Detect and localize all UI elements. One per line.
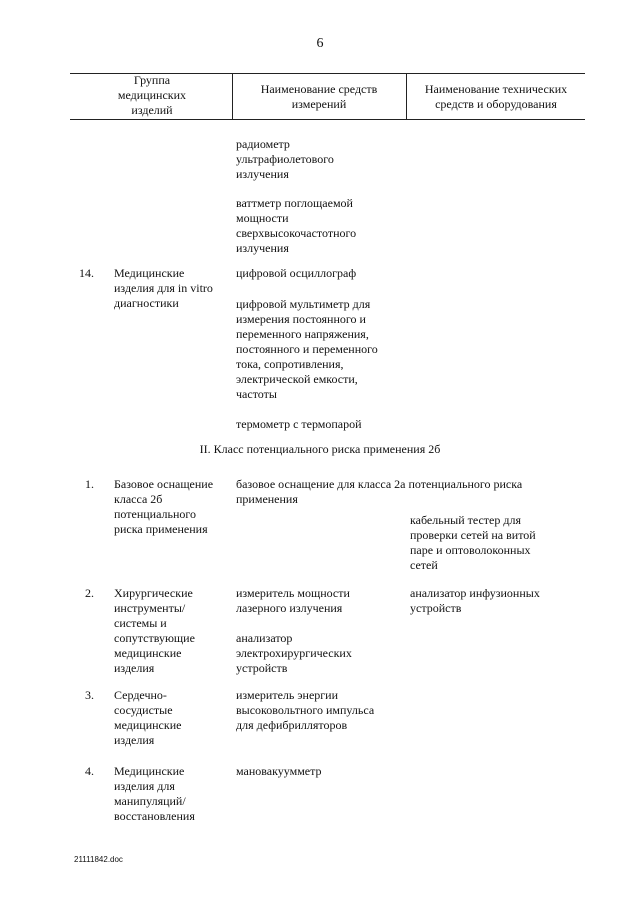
row-number: 3. — [85, 688, 94, 702]
row-number: 2. — [85, 586, 94, 600]
equipment-item: кабельный тестер для проверки сетей на витой паре и оптоволоконных сетей — [410, 513, 536, 572]
measure-item: радиометр ультрафиолетового излучения — [236, 137, 334, 181]
measure-item: термометр с термопарой — [236, 417, 362, 431]
row-number: 1. — [85, 477, 94, 491]
measure-item: цифровой осциллограф — [236, 266, 357, 280]
row-number: 4. — [85, 764, 94, 778]
table-header-bottom-rule — [70, 119, 585, 120]
measure-item: цифровой мультиметр для измерения постоянного и переменного напряжения, постоянного и переменного тока, сопротивления, электрической емкости, частоты — [236, 297, 378, 401]
header-divider-2 — [406, 73, 407, 119]
measure-item: измеритель энергии высоковольтного импульса для дефибрилляторов — [236, 688, 375, 732]
page-number: 6 — [316, 36, 324, 51]
header-equipment: Наименование технических средств и оборудования — [424, 82, 568, 111]
measure-item: мановакуумметр — [236, 764, 322, 778]
header-group: Группа медицинских изделий — [117, 73, 187, 117]
header-divider-1 — [232, 73, 233, 119]
group-name: Хирургические инструменты/ системы и сопутствующие медицинские изделия — [114, 586, 195, 675]
section-heading: II. Класс потенциального риска применения 2б — [199, 442, 441, 456]
measure-item: измеритель мощности лазерного излучения — [236, 586, 350, 615]
document-filename: 21111842.doc — [74, 855, 123, 864]
group-name: Сердечно- сосудистые медицинские изделия — [114, 688, 182, 747]
measure-item: ваттметр поглощаемой мощности сверхвысокочастотного излучения — [236, 196, 357, 255]
row-number: 14. — [79, 266, 94, 280]
equipment-item: анализатор инфузионных устройств — [410, 586, 540, 615]
measure-item: базовое оснащение для класса 2а потенциального риска применения — [236, 477, 523, 506]
group-name: Медицинские изделия для in vitro диагностики — [114, 266, 213, 310]
measure-item: анализатор электрохирургических устройств — [236, 631, 352, 675]
group-name: Медицинские изделия для манипуляций/ восстановления — [114, 764, 195, 823]
header-measurement: Наименование средств измерений — [260, 82, 378, 111]
group-name: Базовое оснащение класса 2б потенциального риска применения — [114, 477, 214, 536]
